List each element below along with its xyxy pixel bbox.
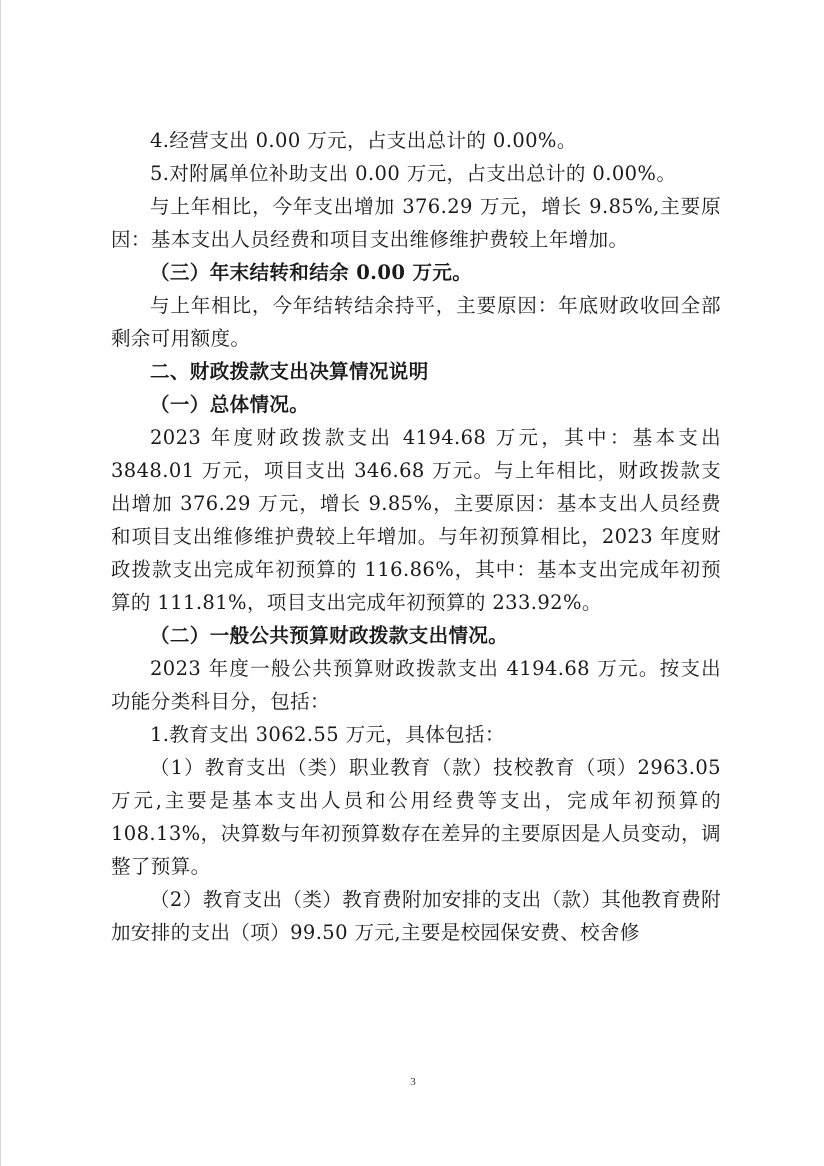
paragraph-operating-expense: 4.经营支出 0.00 万元，占支出总计的 0.00%。 <box>150 129 577 152</box>
heading-overall-situation: （一）总体情况。 <box>150 393 310 416</box>
paragraph-overall-situation: 2023 年度财政拨款支出 4194.68 万元，其中：基本支出3848.01 万元，项目支出 346.68 万元。与上年相比，财政拨款支出增加 376.29 万元，增长 9.85%，主要原因：基本支出人员经费和项目支出维修维护费较上年增加。与年初预算相比，2023 年度财政拨款支出完成年初预算的 116.86%，其中：基本支出完成年初预算的 111.81%，项目支出完成年初预算的 233.92%。 <box>111 426 721 614</box>
heading-general-public-budget: （二）一般公共预算财政拨款支出情况。 <box>150 624 509 647</box>
paragraph-balance-comparison: 与上年相比，今年结转结余持平，主要原因：年底财政收回全部剩余可用额度。 <box>111 294 721 350</box>
paragraph-subsidiary-subsidy: 5.对附属单位补助支出 0.00 万元，占支出总计的 0.00%。 <box>150 162 677 185</box>
paragraph-expense-comparison: 与上年相比，今年支出增加 376.29 万元，增长 9.85%,主要原因：基本支出人员经费和项目支出维修维护费较上年增加。 <box>111 195 721 251</box>
section-heading-fiscal-appropriation: 二、财政拨款支出决算情况说明 <box>150 360 429 383</box>
document-body <box>111 124 721 949</box>
page-number: 3 <box>410 1076 416 1088</box>
paragraph-general-public-budget: 2023 年度一般公共预算财政拨款支出 4194.68 万元。按支出功能分类科目分，包括： <box>111 657 721 713</box>
paragraph-education-surcharge: （2）教育支出（类）教育费附加安排的支出（款）其他教育费附加安排的支出（项）99.50 万元,主要是校园保安费、校舍修 <box>111 888 721 944</box>
heading-year-end-balance: （三）年末结转和结余 0.00 万元。 <box>150 261 473 284</box>
paragraph-vocational-education: （1）教育支出（类）职业教育（款）技校教育（项）2963.05万元,主要是基本支出人员和公用经费等支出，完成年初预算的108.13%，决算数与年初预算数存在差异的主要原因是人员变动，调整了预算。 <box>111 756 721 878</box>
paragraph-education-expense: 1.教育支出 3062.55 万元，具体包括： <box>150 723 505 746</box>
